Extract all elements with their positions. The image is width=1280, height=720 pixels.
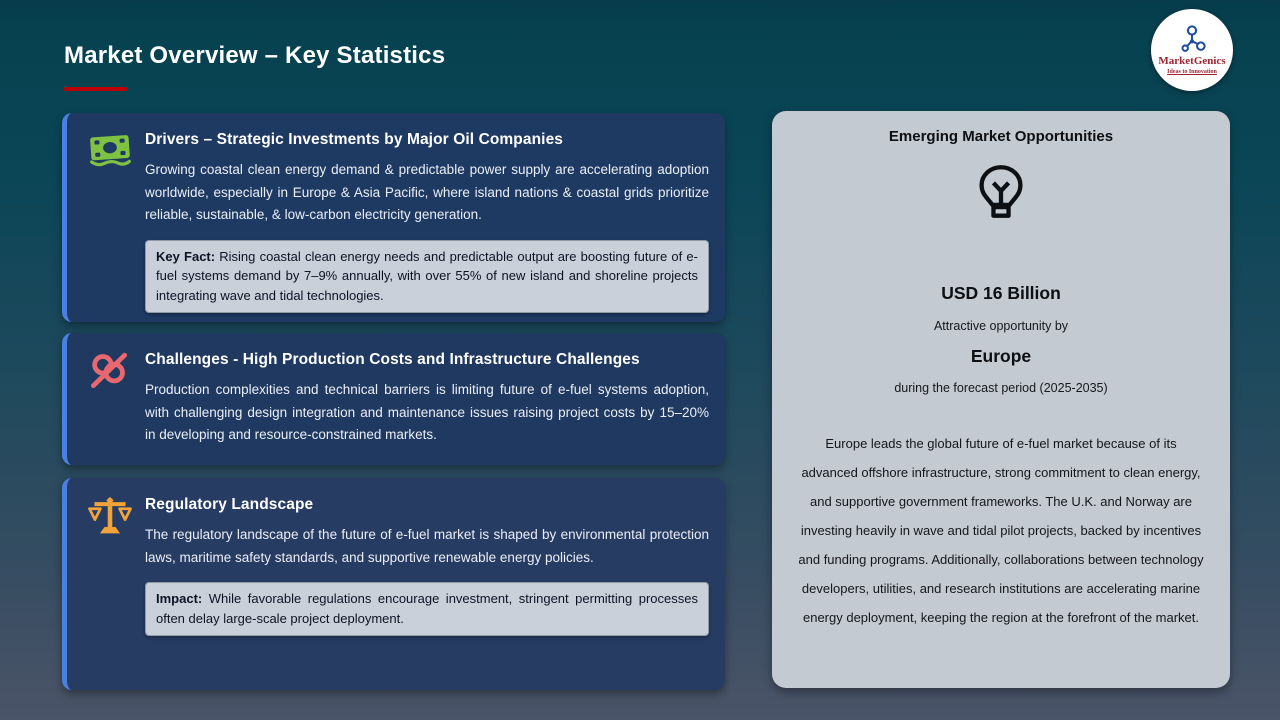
card-body: The regulatory landscape of the future of e-fuel market is shaped by environmental protection laws, maritime safety standards, and supportive renewable energy policies. bbox=[145, 527, 709, 565]
opportunity-subtitle: Attractive opportunity by bbox=[933, 319, 1069, 333]
card-body: Production complexities and technical barriers is limiting future of e-fuel systems adoption, with challenging design integration and maintenance issues raising project costs by 15–20% in developing and resource-constrained markets. bbox=[145, 382, 709, 443]
opportunity-period: during the forecast period (2025-2035) bbox=[894, 381, 1108, 395]
key-statistics-column bbox=[62, 113, 725, 690]
molecule-icon bbox=[1175, 25, 1209, 56]
callout-label: Impact: bbox=[156, 591, 203, 607]
money-icon bbox=[88, 130, 132, 175]
title-accent-bar bbox=[64, 87, 127, 91]
marketgenics-logo bbox=[1151, 9, 1233, 91]
opportunity-description: Europe leads the global future of e-fuel market because of its advanced offshore infrastructure, strong commitment to clean energy, and supportive government frameworks. The U.K. and Norway are investing heavily in wave and tidal pilot projects, backed by incentives and funding programs. Additionally, collaborations between technology developers, utilities, and research institutions are accelerating marine energy deployment, keeping the region at the forefront of the market. bbox=[798, 436, 1204, 625]
logo-name: MarketGenics bbox=[1158, 55, 1226, 67]
card-title: Drivers – Strategic Investments by Major Oil Companies bbox=[145, 131, 564, 148]
card-body: Growing coastal clean energy demand & predictable power supply are accelerating adoption worldwide, especially in Europe & Asia Pacific, where island nations & coastal grids prioritize reliable, sustainable, & low-carbon electricity generation. bbox=[145, 162, 709, 223]
logo-tagline: Ideas to Innovation bbox=[1167, 69, 1217, 75]
impact-box bbox=[145, 582, 709, 636]
callout-label: Key Fact: bbox=[156, 248, 216, 264]
drivers-card bbox=[62, 113, 725, 322]
opportunity-region: Europe bbox=[970, 346, 1032, 366]
panel-title: Emerging Market Opportunities bbox=[888, 128, 1114, 145]
card-title: Challenges - High Production Costs and Infrastructure Challenges bbox=[145, 351, 640, 368]
card-title: Regulatory Landscape bbox=[145, 496, 314, 513]
page-title: Market Overview – Key Statistics bbox=[64, 42, 446, 69]
key-fact-box bbox=[145, 240, 709, 314]
lightbulb-icon bbox=[798, 164, 1204, 225]
opportunity-panel bbox=[772, 111, 1230, 688]
opportunity-value: USD 16 Billion bbox=[941, 283, 1061, 303]
regulatory-card bbox=[62, 478, 725, 690]
scales-icon bbox=[88, 495, 132, 542]
callout-text: Rising coastal clean energy needs and predictable output are boosting future of e-fuel systems demand by 7–9% annually, with over 55% of new island and shoreline projects integrating wave and tidal technologies. bbox=[156, 248, 698, 303]
challenges-card bbox=[62, 333, 725, 465]
callout-text: While favorable regulations encourage investment, stringent permitting processes often delay large-scale project deployment. bbox=[156, 591, 698, 626]
broken-link-icon bbox=[88, 350, 132, 395]
